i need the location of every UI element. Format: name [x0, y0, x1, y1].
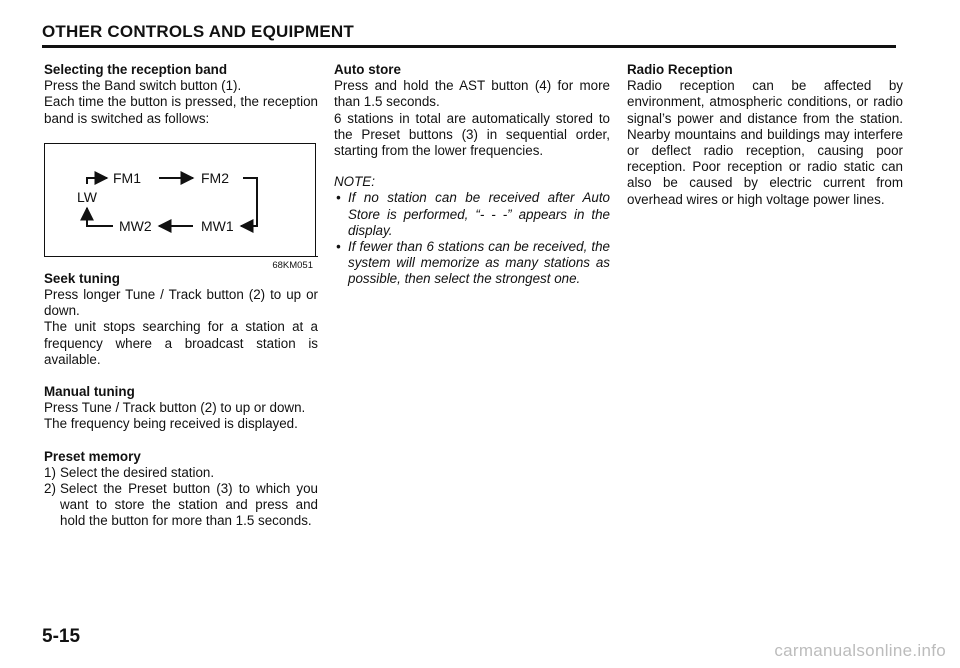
band-cycle-diagram — [44, 143, 316, 271]
label-mw1: MW1 — [201, 217, 234, 234]
seek-text-2: The unit stops searching for a station at a frequency where a broadcast station is available. — [44, 319, 318, 367]
band-cycle-svg — [45, 144, 317, 258]
column-right — [627, 62, 903, 208]
bullet: • — [336, 190, 341, 206]
note-item — [334, 190, 610, 239]
preset-step-number: 1) — [44, 464, 56, 480]
band-heading: Selecting the reception band — [44, 62, 228, 77]
preset-step-text: Select the desired station. — [60, 464, 215, 480]
label-fm1: FM1 — [113, 169, 141, 186]
auto-store-heading: Auto store — [334, 62, 401, 77]
label-fm2: FM2 — [201, 169, 229, 186]
manual-heading: Manual tuning — [44, 384, 135, 400]
preset-step — [44, 481, 318, 530]
manual-text: Press Tune / Track button (2) to up or down. — [44, 400, 306, 416]
label-lw: LW — [77, 188, 97, 205]
auto-store-text: Press and hold the AST button (4) for more than 1.5 seconds. — [334, 78, 610, 110]
note-text: If no station can be received after Auto Store is performed, “- - -” appears in the display. — [348, 190, 610, 238]
preset-step-text: Select the Preset button (3) to which you want to store the station and press and hold the button for more than 1.5 seconds. — [60, 481, 318, 529]
radio-reception-text: Radio reception can be affected by environment, atmospheric conditions, or radio signal’s power and distance from the station. Nearby mountains and buildings may interfere or deflect radio reception, causing poor reception. Poor reception or radio static can also be caused by electric current from overhead wires or high voltage power lines. — [627, 78, 903, 207]
watermark: carmanualsonline.info — [774, 641, 946, 660]
column-left — [44, 62, 318, 530]
note-label: NOTE: — [334, 174, 375, 190]
bullet: • — [336, 239, 341, 255]
label-mw2: MW2 — [119, 217, 152, 234]
page-section-title: OTHER CONTROLS AND EQUIPMENT — [42, 22, 354, 41]
auto-store-text-2: 6 stations in total are automatically stored to the Preset buttons (3) in sequential order, starting from the lower frequencies. — [334, 110, 610, 159]
page-number: 5-15 — [42, 626, 81, 647]
arrow-lw-to-fm1 — [87, 178, 107, 184]
preset-step-number: 2) — [44, 481, 56, 497]
diagram-code: 68KM051 — [272, 259, 313, 271]
preset-heading: Preset memory — [44, 448, 141, 464]
note-text: If fewer than 6 stations can be received, the system will memorize as many stations as possible, then select the strongest one. — [348, 239, 610, 287]
preset-step — [44, 465, 318, 481]
seek-heading: Seek tuning — [44, 270, 120, 286]
band-text: Press the Band switch button (1). — [44, 78, 242, 94]
header-rule — [42, 45, 896, 48]
diagram-baseline — [44, 256, 318, 257]
arrow-fm2-to-mw1 — [241, 178, 257, 226]
note-item — [334, 239, 610, 288]
radio-reception-heading: Radio Reception — [627, 62, 733, 77]
column-middle — [334, 62, 610, 288]
manual-text-2: The frequency being received is displayed. — [44, 416, 298, 432]
arrow-mw2-to-lw — [87, 208, 113, 226]
seek-text: Press longer Tune / Track button (2) to up or down. — [44, 287, 318, 319]
band-text-2: Each time the button is pressed, the reception band is switched as follows: — [44, 94, 318, 126]
